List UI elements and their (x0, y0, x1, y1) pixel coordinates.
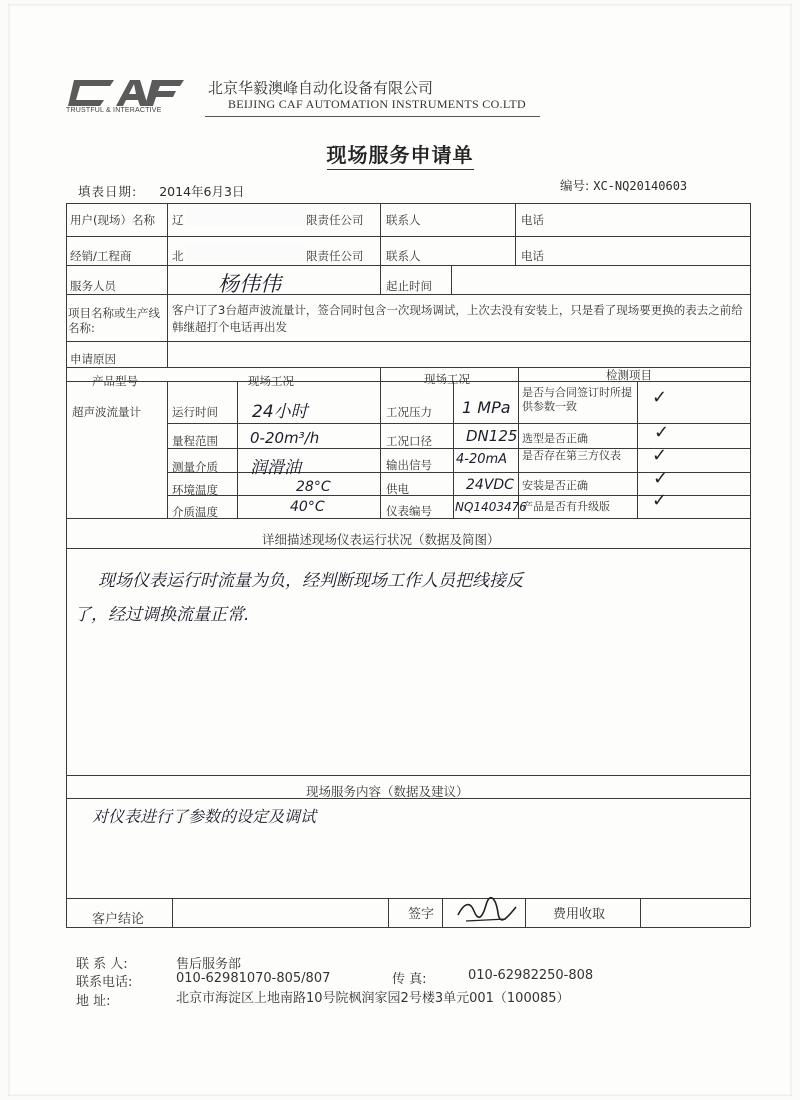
cond-right-value-5: NQ1403476 (455, 500, 527, 514)
details-header: 详细描述现场仪表运行状况（数据及简图） (262, 532, 500, 547)
check-label-2: 选型是否正确 (522, 432, 588, 445)
cond-right-value-3: 4-20mA (456, 452, 508, 467)
site-condition-header-2: 现场工况 (424, 372, 470, 386)
grid-line (66, 927, 750, 928)
service-header: 现场服务内容（数据及建议） (306, 784, 469, 799)
period-label: 起止时间 (386, 279, 432, 293)
cond-left-label-5: 介质温度 (172, 505, 218, 519)
grid-line (66, 548, 750, 549)
cond-right-label-5: 仪表编号 (386, 504, 432, 518)
grid-line (451, 265, 452, 294)
check-label-5: 产品是否有升级版 (522, 500, 610, 513)
grid-line (518, 367, 519, 518)
grid-line (66, 236, 750, 237)
signature-scribble (456, 895, 520, 925)
serial-number (560, 176, 687, 194)
grid-line (237, 381, 238, 518)
grid-line (66, 203, 67, 927)
details-line-1: 现场仪表运行时流量为负，经判断现场工作人员把线接反 (98, 571, 523, 591)
fill-date-label: 填表日期: (78, 184, 138, 199)
cond-right-value-4: 24VDC (466, 477, 514, 493)
user-name-value-start: 辽 (172, 213, 184, 227)
project-value: 客户订了3台超声波流量计，签合同时包含一次现场调试，上次去没有安装上，只是看了现场要更换的表去之前给韩继超打个电话再出发 (172, 303, 743, 334)
cond-left-value-1: 24小时 (252, 402, 308, 422)
check-mark-4: ✓ (653, 468, 669, 489)
cond-left-value-2: 0-20m³/h (250, 429, 320, 447)
project-label: 项目名称或生产线名称: (68, 306, 160, 335)
grid-line (380, 367, 381, 518)
grid-line (525, 898, 526, 927)
grid-line (442, 898, 443, 927)
cond-right-value-2: DN125 (466, 427, 518, 445)
fill-date-value: 2014年6月3日 (159, 184, 245, 199)
grid-line (515, 203, 516, 265)
check-items-header: 检测项目 (606, 368, 652, 382)
service-person-value: 杨伟伟 (218, 272, 281, 296)
form-title: 现场服务申请单 (0, 139, 800, 168)
serial-label: 编号: (560, 178, 590, 193)
cond-left-label-4: 环境温度 (172, 483, 218, 497)
contact-label-2: 联系人 (386, 249, 421, 263)
cond-left-label-2: 量程范围 (172, 434, 218, 448)
service-line-1: 对仪表进行了参数的设定及调试 (92, 807, 317, 826)
dealer-value-end: 限责任公司 (306, 249, 364, 263)
header-divider (205, 116, 540, 117)
grid-line (380, 203, 381, 294)
site-condition-header-1: 现场工况 (248, 374, 294, 388)
cond-right-label-2: 工况口径 (386, 434, 432, 448)
signature-label: 签字 (408, 907, 435, 922)
check-label-1: 是否与合同签订时所提供参数一致 (522, 386, 632, 413)
grid-line (66, 203, 750, 204)
grid-line (167, 203, 168, 367)
footer-contact-label: 联 系 人: (76, 957, 128, 972)
footer-phone-label: 联系电话: (76, 975, 133, 990)
grid-line (172, 898, 173, 927)
footer-address-value: 北京市海淀区上地南路10号院枫润家园2号楼3单元001（100085） (176, 991, 570, 1006)
product-model-header: 产品型号 (92, 374, 138, 388)
footer-fax-value: 010-62982250-808 (468, 968, 594, 983)
footer-contact-value: 售后服务部 (176, 957, 242, 972)
grid-line (66, 341, 750, 342)
user-name-label: 用户(现场）名称 (70, 213, 155, 227)
check-mark-3: ✓ (652, 445, 668, 466)
grid-line (453, 381, 454, 518)
grid-line (66, 898, 750, 899)
redacted-area (186, 208, 306, 226)
phone-label: 电话 (521, 213, 544, 227)
grid-line (388, 898, 389, 927)
dealer-label: 经销/工程商 (70, 249, 132, 263)
redacted-area-2 (186, 244, 306, 262)
cond-left-label-1: 运行时间 (172, 405, 218, 419)
cond-right-value-1: 1 MPa (462, 398, 511, 417)
company-name-cn: 北京华毅澳峰自动化设备有限公司 (208, 79, 434, 97)
grid-line (66, 265, 750, 266)
check-mark-2: ✓ (654, 422, 670, 443)
fill-date (78, 182, 244, 200)
check-label-3: 是否存在第三方仪表 (522, 449, 621, 462)
check-label-4: 安装是否正确 (522, 479, 588, 492)
check-mark-5: ✓ (652, 490, 668, 511)
reason-label: 申请原因 (70, 352, 116, 366)
cond-right-label-3: 输出信号 (386, 458, 432, 472)
grid-line (167, 381, 168, 518)
contact-label: 联系人 (386, 213, 421, 227)
cond-left-value-5: 40°C (290, 499, 325, 515)
cond-right-label-1: 工况压力 (386, 405, 432, 419)
cond-left-value-3: 润滑油 (250, 458, 301, 478)
company-name-en: BEIJING CAF AUTOMATION INSTRUMENTS CO.LTD (228, 97, 526, 111)
phone-label-2: 电话 (521, 249, 544, 263)
user-name-value-end: 限责任公司 (306, 213, 364, 227)
dealer-value-start: 北 (172, 249, 184, 263)
cond-left-label-3: 测量介质 (172, 460, 218, 474)
logo-tagline: TRUSTFUL & INTERACTIVE (66, 107, 162, 114)
fee-label: 费用收取 (553, 907, 606, 922)
customer-conclusion-label: 客户结论 (92, 912, 145, 927)
grid-line (66, 775, 750, 776)
cond-left-value-4: 28°C (296, 479, 331, 495)
service-person-label: 服务人员 (70, 279, 116, 293)
grid-line (66, 294, 750, 295)
footer-address-label: 地 址: (76, 994, 111, 1009)
footer-phone-value: 010-62981070-805/807 (176, 971, 331, 986)
details-line-2: 了，经过调换流量正常. (74, 605, 250, 625)
serial-value: XC-NQ20140603 (593, 179, 688, 193)
check-mark-1: ✓ (652, 387, 668, 408)
footer-fax-label: 传 真: (392, 972, 427, 987)
grid-line (640, 898, 641, 927)
cond-right-label-4: 供电 (386, 482, 409, 496)
product-model-value: 超声波流量计 (72, 405, 141, 419)
grid-line (637, 381, 638, 518)
